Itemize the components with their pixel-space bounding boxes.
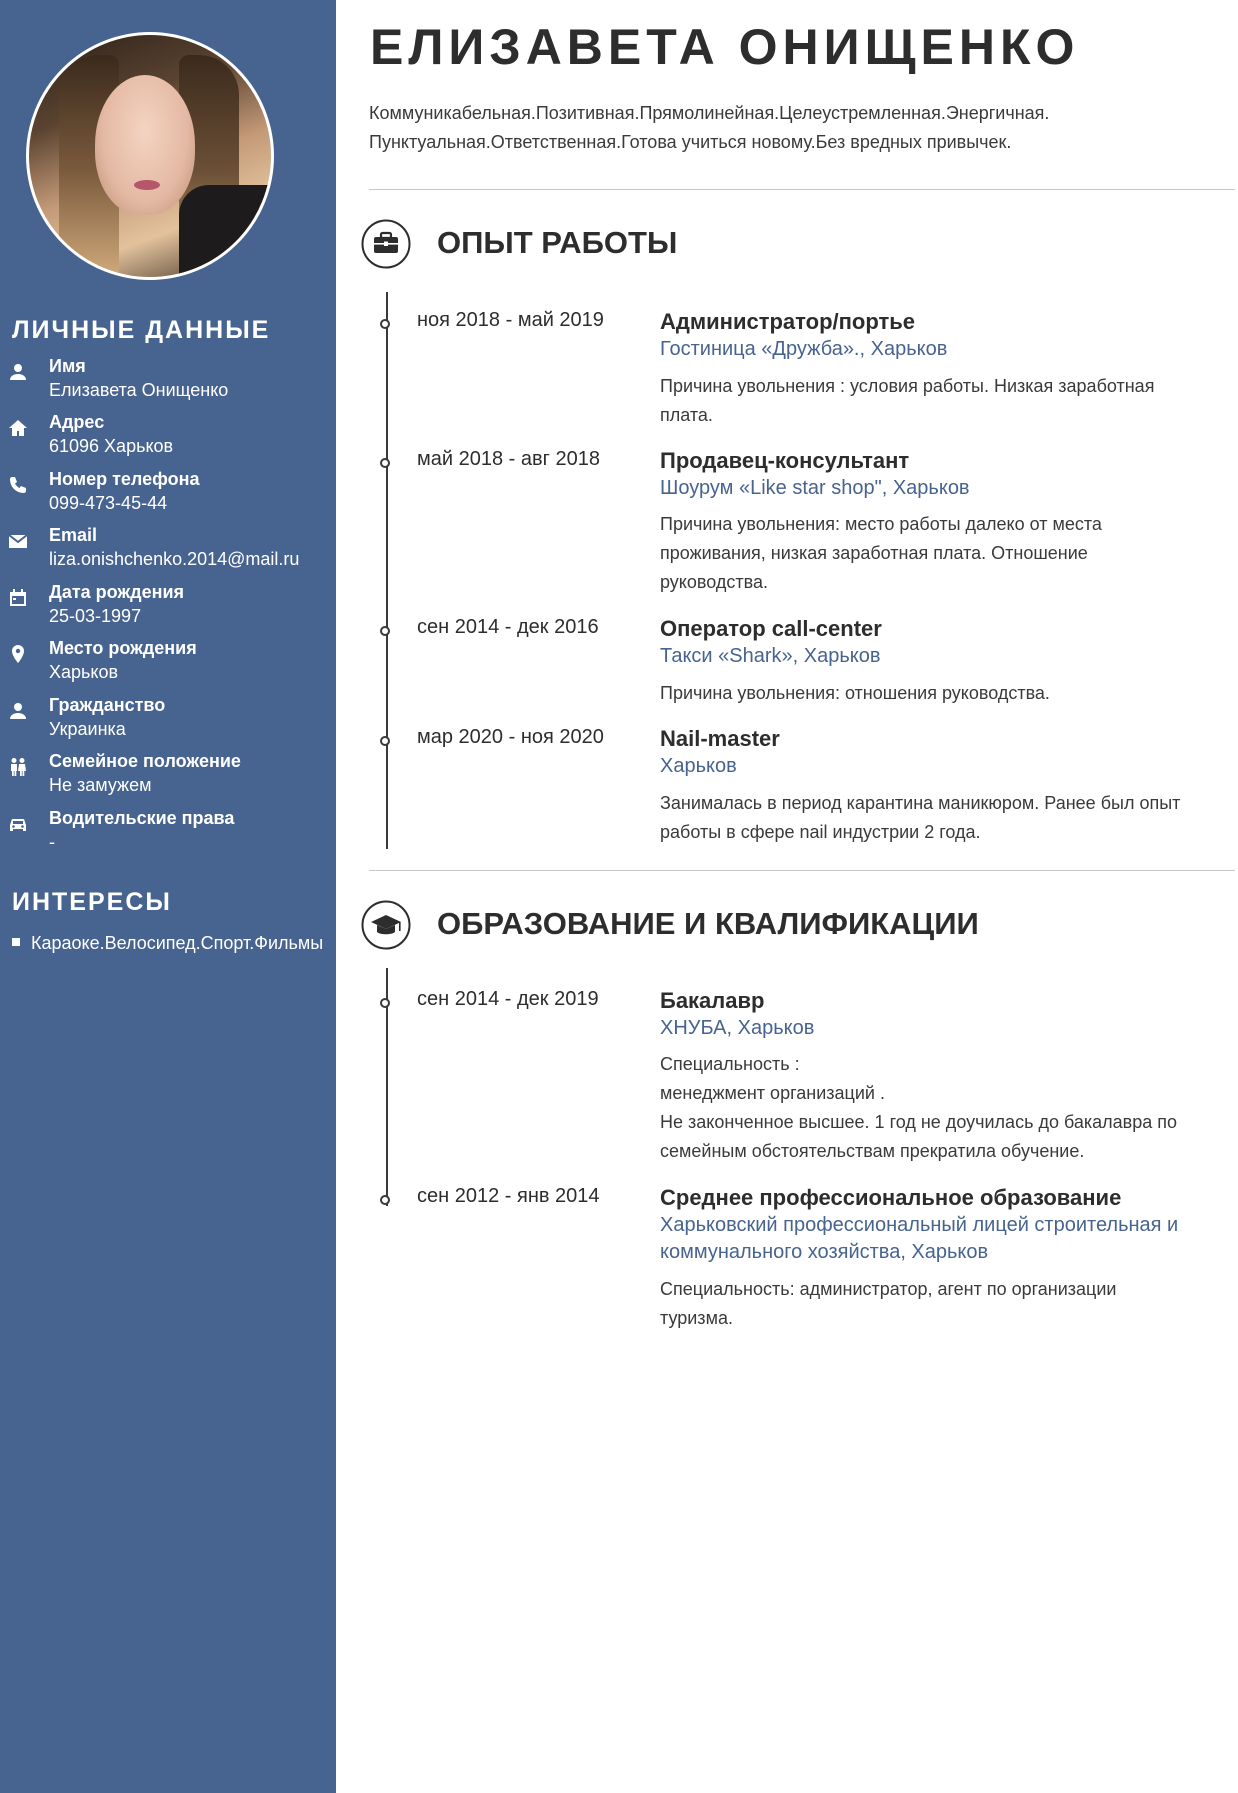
entry-date: сен 2014 - дек 2016 — [417, 616, 599, 638]
timeline-dot — [380, 319, 390, 329]
profile-photo — [26, 32, 274, 280]
car-icon — [8, 814, 28, 834]
calendar-icon — [8, 588, 28, 608]
entry-org: ХНУБА, Харьков — [660, 1017, 815, 1039]
personal-item-value: 25-03-1997 — [49, 606, 142, 626]
personal-item-citizenship — [0, 695, 336, 745]
personal-item-birthplace — [0, 638, 336, 688]
entry-org: Гостиница «Дружба»., Харьков — [660, 338, 948, 360]
entry-org: Шоурум «Like star shop", Харьков — [660, 477, 970, 499]
entry-date: ноя 2018 - май 2019 — [417, 309, 604, 331]
timeline-dot — [380, 736, 390, 746]
entry-date: сен 2014 - дек 2019 — [417, 988, 599, 1010]
phone-icon — [8, 475, 28, 495]
entry-role: Среднее профессиональное образование — [660, 1185, 1122, 1210]
entry-role: Оператор call-center — [660, 616, 882, 641]
interests-text: Караоке.Велосипед.Спорт.Фильмы — [31, 933, 324, 953]
personal-item-license — [0, 808, 336, 858]
personal-item-label: Номер телефона — [49, 469, 200, 489]
entry-date: сен 2012 - янв 2014 — [417, 1185, 600, 1207]
personal-item-value: Не замужем — [49, 775, 152, 795]
divider — [369, 870, 1235, 871]
entry-desc: Специальность : менеджмент организаций . Не законченное высшее. 1 год не доучилась до бакалавра по семейным обстоятельствам прекратила обучение. — [660, 1054, 1178, 1161]
person-name: ЕЛИЗАВЕТА ОНИЩЕНКО — [370, 19, 1080, 75]
entry-org: Харьковский профессиональный лицей строительная и коммунального хозяйства, Харьков — [660, 1214, 1179, 1263]
entry-desc: Занималась в период карантина маникюром. Ранее был опыт работы в сфере nail индустрии 2 года. — [660, 793, 1181, 842]
summary-line: Пунктуальная.Ответственная.Готова учиться новому.Без вредных привычек. — [369, 132, 1012, 152]
personal-item-label: Гражданство — [49, 695, 166, 715]
personal-item-value: - — [49, 832, 55, 852]
divider — [369, 189, 1235, 190]
person-icon — [8, 701, 28, 721]
briefcase-icon — [361, 219, 411, 269]
personal-item-value: Украинка — [49, 719, 126, 739]
location-pin-icon — [8, 644, 28, 664]
interests-item — [12, 933, 323, 954]
summary — [369, 99, 1229, 157]
entry-desc: Причина увольнения: отношения руководства. — [660, 683, 1050, 703]
education-heading: ОБРАЗОВАНИЕ И КВАЛИФИКАЦИИ — [437, 906, 979, 941]
personal-data-heading: ЛИЧНЫЕ ДАННЫЕ — [12, 316, 271, 344]
personal-item-label: Адрес — [49, 412, 105, 432]
personal-item-label: Семейное положение — [49, 751, 241, 771]
entry-desc: Специальность: администратор, агент по организации туризма. — [660, 1279, 1117, 1328]
personal-item-value: 099-473-45-44 — [49, 493, 168, 513]
home-icon — [8, 418, 28, 438]
personal-item-label: Водительские права — [49, 808, 235, 828]
personal-item-label: Имя — [49, 356, 86, 376]
experience-heading: ОПЫТ РАБОТЫ — [437, 225, 678, 260]
email-icon — [8, 531, 28, 551]
personal-item-address — [0, 412, 336, 462]
entry-date: май 2018 - авг 2018 — [417, 448, 600, 470]
personal-item-name — [0, 356, 336, 406]
experience-timeline — [386, 292, 388, 849]
personal-item-phone — [0, 469, 336, 519]
sidebar — [0, 0, 336, 1793]
interests-heading: ИНТЕРЕСЫ — [12, 888, 172, 916]
personal-item-birthdate — [0, 582, 336, 632]
timeline-dot — [380, 458, 390, 468]
entry-role: Продавец-консультант — [660, 448, 910, 473]
personal-item-label: Место рождения — [49, 638, 197, 658]
timeline-dot — [380, 1195, 390, 1205]
graduation-cap-icon — [361, 900, 411, 950]
entry-date: мар 2020 - ноя 2020 — [417, 726, 604, 748]
timeline-dot — [380, 626, 390, 636]
summary-line: Коммуникабельная.Позитивная.Прямолинейная.Целеустремленная.Энергичная. — [369, 103, 1050, 123]
bullet-icon — [12, 938, 20, 946]
personal-item-value: 61096 Харьков — [49, 436, 174, 456]
personal-item-email — [0, 525, 336, 575]
entry-desc: Причина увольнения: место работы далеко от места проживания, низкая заработная плата. Отношение руководства. — [660, 514, 1102, 592]
personal-item-marital — [0, 751, 336, 801]
timeline-dot — [380, 998, 390, 1008]
family-icon — [8, 757, 28, 777]
personal-item-value: liza.onishchenko.2014@mail.ru — [49, 549, 300, 569]
entry-role: Nail-master — [660, 726, 780, 751]
main-content — [336, 0, 1238, 1793]
entry-org: Такси «Shark», Харьков — [660, 645, 881, 667]
entry-role: Администратор/портье — [660, 309, 916, 334]
person-icon — [8, 362, 28, 382]
personal-item-label: Email — [49, 525, 98, 545]
personal-item-value: Харьков — [49, 662, 119, 682]
entry-role: Бакалавр — [660, 988, 765, 1013]
entry-org: Харьков — [660, 755, 737, 777]
personal-item-value: Елизавета Онищенко — [49, 380, 229, 400]
entry-desc: Причина увольнения : условия работы. Низкая заработная плата. — [660, 376, 1155, 425]
personal-item-label: Дата рождения — [49, 582, 185, 602]
